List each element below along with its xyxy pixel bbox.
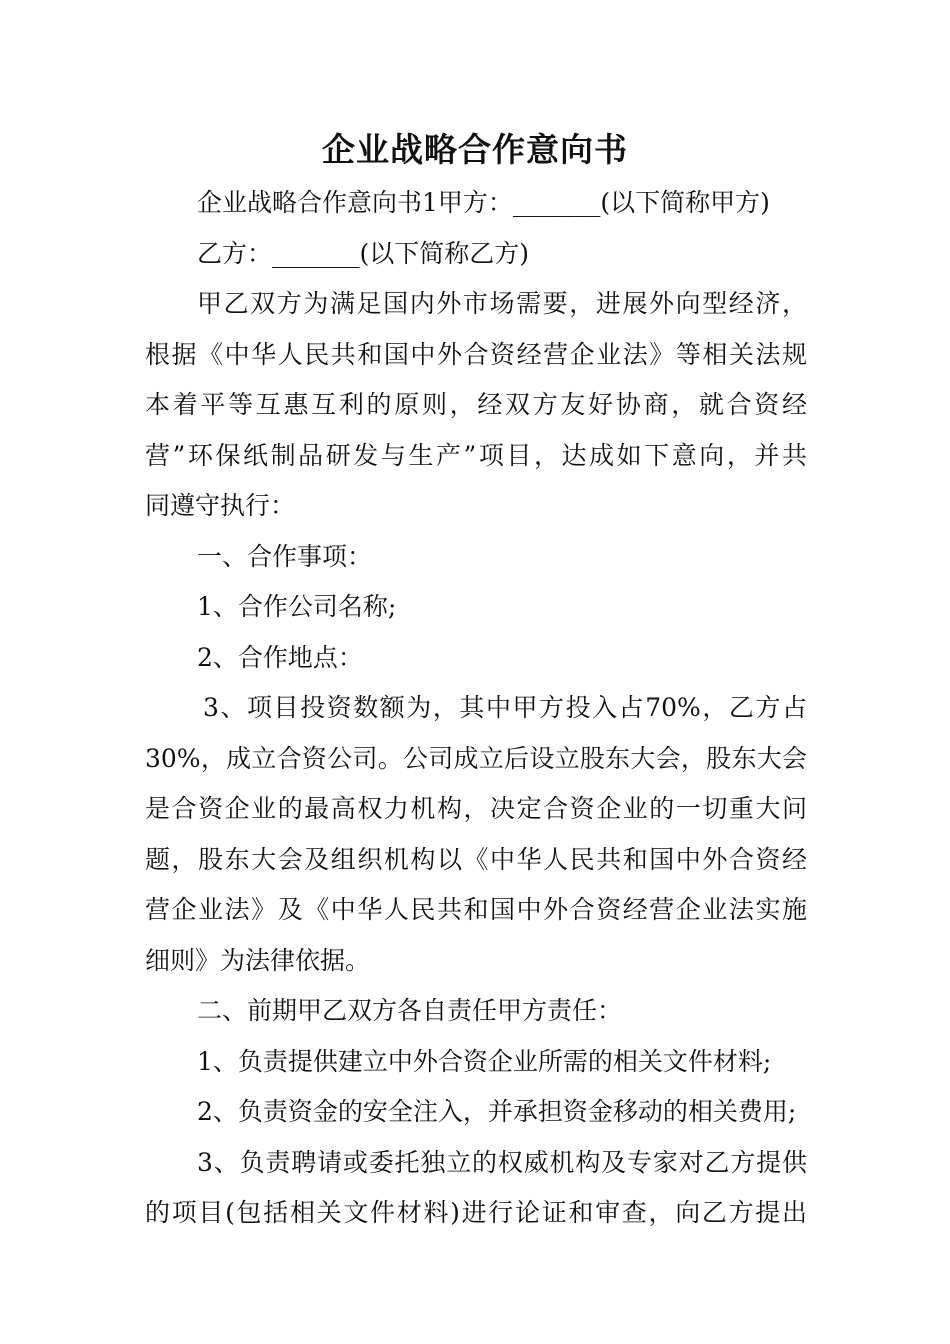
text-line: 题，股东大会及组织机构以《中华人民共和国中外合资经 xyxy=(145,844,807,874)
text-line: 30%，成立合资公司。公司成立后设立股东大会，股东大会 xyxy=(145,743,807,773)
document-title: 企业战略合作意向书 xyxy=(322,130,628,169)
text-line: 3、负责聘请或委托独立的权威机构及专家对乙方提供 xyxy=(197,1147,807,1177)
text-line: 细则》为法律依据。 xyxy=(145,945,371,975)
section-heading: 二、前期甲乙双方各自责任甲方责任： xyxy=(197,996,623,1025)
text-line: 根据《中华人民共和国中外合资经营企业法》等相关法规 xyxy=(145,339,807,369)
text-line: 3、项目投资数额为，其中甲方投入占70%，乙方占 xyxy=(203,693,807,722)
text-line: 的项目(包括相关文件材料)进行论证和审查，向乙方提出 xyxy=(145,1198,807,1227)
text-line: 乙方：_______(以下简称乙方) xyxy=(197,238,530,268)
text-line: 2、合作地点： xyxy=(197,642,363,672)
text-line: 甲乙双方为满足国内外市场需要，进展外向型经济， xyxy=(197,289,807,318)
text-line: 同遵守执行： xyxy=(145,491,296,520)
text-line: 是合资企业的最高权力机构，决定合资企业的一切重大问 xyxy=(145,794,807,823)
section-heading: 一、合作事项： xyxy=(197,541,373,571)
text-line: 企业战略合作意向书1甲方：_______(以下简称甲方) xyxy=(197,188,770,217)
text-line: 本着平等互惠互利的原则，经双方友好协商，就合资经 xyxy=(145,390,807,419)
text-line: 2、负责资金的安全注入，并承担资金移动的相关费用; xyxy=(197,1097,797,1126)
text-line: 1、负责提供建立中外合资企业所需的相关文件材料; xyxy=(197,1046,772,1076)
document-body xyxy=(145,178,807,1239)
text-line: 营”环保纸制品研发与生产”项目，达成如下意向，并共 xyxy=(145,440,807,470)
text-line: 营企业法》及《中华人民共和国中外合资经营企业法实施 xyxy=(145,895,807,924)
text-line: 1、合作公司名称; xyxy=(197,592,397,621)
